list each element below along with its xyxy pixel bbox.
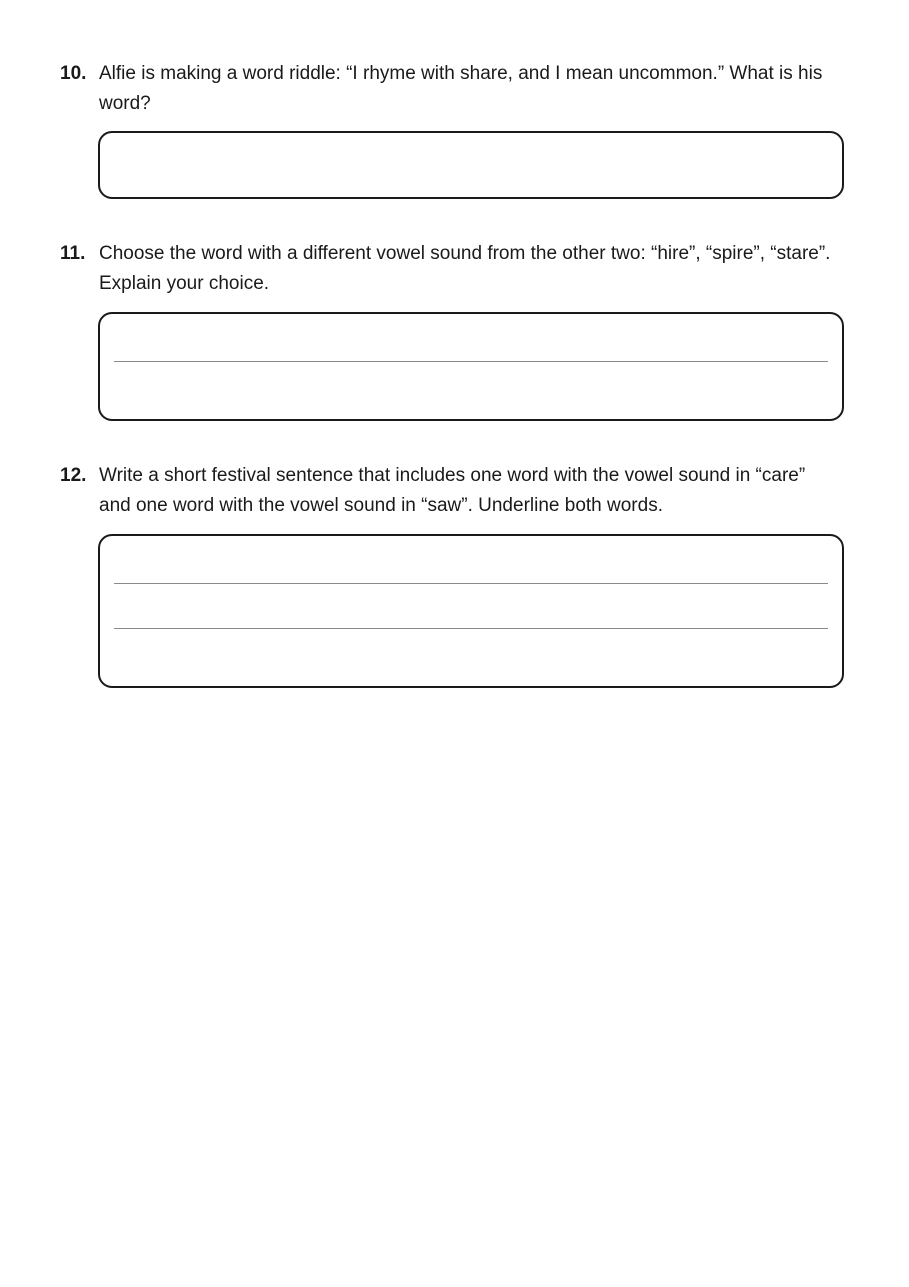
answer-box-10[interactable]	[98, 131, 844, 199]
question-number: 12.	[60, 465, 87, 486]
answer-box-11[interactable]	[98, 312, 844, 421]
question-text: Choose the word with a different vowel sound from the other two: “hire”, “spire”, “stare”. Explain your choice.	[99, 243, 831, 294]
answer-line	[114, 583, 828, 584]
question-number: 10.	[60, 63, 87, 84]
question-text: Alfie is making a word riddle: “I rhyme with share, and I mean uncommon.” What is his word?	[99, 63, 823, 114]
question-text: Write a short festival sentence that includes one word with the vowel sound in “care” and one word with the vowel sound in “saw”. Underline both words.	[99, 465, 806, 516]
answer-box-12[interactable]	[98, 534, 844, 688]
answer-line	[114, 361, 828, 362]
answer-line	[114, 628, 828, 629]
question-number: 11.	[60, 243, 86, 264]
